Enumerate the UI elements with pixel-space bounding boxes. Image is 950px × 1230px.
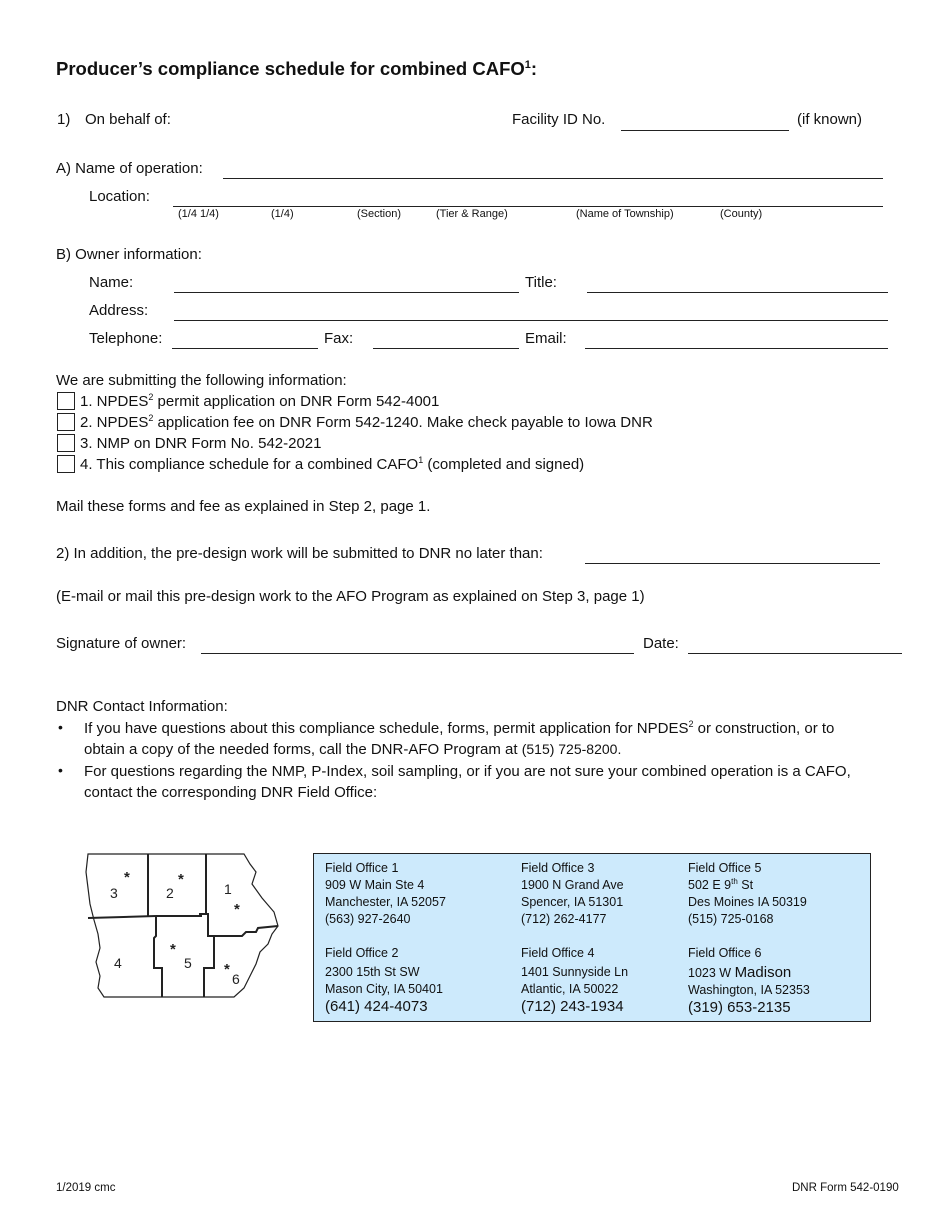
sublabel-tier-range: (Tier & Range)	[436, 208, 508, 220]
owner-email-label: Email:	[525, 330, 567, 347]
facility-id-label: Facility ID No.	[512, 111, 606, 128]
submit-item-2: 2. NPDES$^2$ application fee on DNR Form 542-1240. Make check payable to Iowa DNR	[80, 413, 653, 431]
field-office-name: Field Office 5	[688, 861, 762, 875]
region-label-6: 6	[232, 971, 240, 987]
field-office-city: Manchester, IA 52057	[325, 895, 446, 909]
checkbox-npdes-application[interactable]	[57, 392, 75, 410]
region-label-1: 1	[224, 881, 232, 897]
field-office-phone: (319) 653-2135	[688, 999, 791, 1016]
contact-bullet-2-line-1: For questions regarding the NMP, P-Index, soil sampling, or if you are not sure your combined operation is a CAFO,	[84, 763, 851, 780]
owner-address-label: Address:	[89, 302, 149, 319]
office-marker-icon: *	[124, 869, 130, 886]
owner-title-label: Title:	[525, 274, 557, 291]
region-border	[214, 926, 278, 936]
footer-form-number: DNR Form 542-0190	[792, 1182, 899, 1194]
field-office-name: Field Office 2	[325, 946, 399, 960]
field-office-name: Field Office 3	[521, 861, 595, 875]
if-known-label: (if known)	[797, 111, 863, 128]
checkbox-nmp[interactable]	[57, 434, 75, 452]
sublabel-section: (Section)	[357, 208, 402, 220]
mail-note: Mail these forms and fee as explained in Step 2, page 1.	[56, 498, 431, 515]
operation-name-label: A) Name of operation:	[56, 160, 203, 177]
owner-name-field[interactable]	[174, 292, 519, 293]
contact-bullet-2-line-2: contact the corresponding DNR Field Office:	[84, 784, 378, 801]
page-title: Producer’s compliance schedule for combined CAFO$^1$:	[56, 58, 538, 79]
office-marker-icon: *	[234, 901, 240, 918]
predesign-date-field[interactable]	[585, 563, 880, 564]
office-marker-icon: *	[170, 941, 176, 958]
sublabel-quarter-quarter: (1/4 1/4)	[178, 208, 219, 220]
owner-heading: B) Owner information:	[56, 246, 202, 263]
location-field[interactable]	[173, 206, 883, 207]
field-office-city: Spencer, IA 51301	[521, 895, 624, 909]
section2-text: 2) In addition, the pre-design work will be submitted to DNR no later than:	[56, 545, 543, 562]
field-office-6	[688, 945, 810, 1016]
section1-number: 1)	[57, 111, 71, 128]
field-office-3	[521, 860, 624, 928]
owner-name-label: Name:	[89, 274, 134, 291]
submitting-intro: We are submitting the following information:	[56, 372, 347, 389]
owner-address-field[interactable]	[174, 320, 888, 321]
checkbox-compliance-schedule[interactable]	[57, 455, 75, 473]
field-office-address: 1023 W Madison	[688, 964, 792, 981]
field-office-address: 502 E 9th St	[688, 876, 754, 892]
owner-email-field[interactable]	[585, 348, 888, 349]
field-office-address: 909 W Main Ste 4	[325, 878, 425, 892]
contact-bullet-1-line-1: If you have questions about this compliance schedule, forms, permit application for NPDES$^2$ or construction, or to	[84, 719, 835, 737]
field-office-phone: (712) 243-1934	[521, 998, 624, 1015]
field-office-phone: (563) 927-2640	[325, 912, 411, 926]
field-office-phone: (712) 262-4177	[521, 912, 607, 926]
date-label: Date:	[643, 635, 679, 652]
owner-telephone-label: Telephone:	[89, 330, 163, 347]
contact-heading: DNR Contact Information:	[56, 698, 228, 715]
office-marker-icon: *	[224, 961, 230, 978]
owner-fax-label: Fax:	[324, 330, 354, 347]
region-label-2: 2	[166, 885, 174, 901]
sublabel-county: (County)	[720, 208, 763, 220]
email-note: (E-mail or mail this pre-design work to the AFO Program as explained on Step 3, page 1)	[56, 588, 645, 605]
field-offices-box	[313, 853, 871, 1022]
field-office-city: Atlantic, IA 50022	[521, 982, 619, 996]
operation-name-field[interactable]	[223, 178, 883, 179]
bullet-icon: •	[58, 762, 63, 778]
checkbox-application-fee[interactable]	[57, 413, 75, 431]
submit-item-4: 4. This compliance schedule for a combined CAFO$^1$ (completed and signed)	[80, 455, 585, 473]
region-border	[88, 916, 156, 918]
field-office-phone: (515) 725-0168	[688, 912, 774, 926]
field-office-4	[521, 945, 628, 1015]
bullet-icon: •	[58, 719, 63, 735]
date-field[interactable]	[688, 653, 902, 654]
field-office-city: Mason City, IA 50401	[325, 982, 443, 996]
region-label-5: 5	[184, 955, 192, 971]
owner-telephone-field[interactable]	[172, 348, 318, 349]
region-label-4: 4	[114, 955, 122, 971]
footer-date-code: 1/2019 cmc	[56, 1182, 116, 1194]
signature-label: Signature of owner:	[56, 635, 187, 652]
on-behalf-label: On behalf of:	[85, 111, 171, 128]
sublabel-quarter: (1/4)	[271, 208, 294, 220]
field-office-name: Field Office 1	[325, 861, 399, 875]
iowa-field-office-map	[84, 852, 284, 1002]
field-office-city: Washington, IA 52353	[688, 983, 810, 997]
submit-item-3: 3. NMP on DNR Form No. 542-2021	[80, 435, 322, 452]
submit-item-1: 1. NPDES$^2$ permit application on DNR Form 542-4001	[80, 392, 440, 410]
field-office-1	[325, 860, 446, 928]
region-border	[154, 916, 162, 997]
field-office-name: Field Office 6	[688, 946, 762, 960]
field-office-phone: (641) 424-4073	[325, 998, 428, 1015]
owner-fax-field[interactable]	[373, 348, 519, 349]
field-office-address: 1900 N Grand Ave	[521, 878, 624, 892]
field-office-address: 1401 Sunnyside Ln	[521, 965, 629, 979]
office-marker-icon: *	[178, 871, 184, 888]
field-office-address: 2300 15th St SW	[325, 965, 420, 979]
contact-bullet-1-line-2: obtain a copy of the needed forms, call the DNR-AFO Program at (515) 725-8200.	[84, 741, 622, 758]
field-office-city: Des Moines IA 50319	[688, 895, 807, 909]
field-office-5	[688, 860, 807, 928]
sublabel-township: (Name of Township)	[576, 208, 674, 220]
field-office-2	[325, 945, 443, 1015]
facility-id-field[interactable]	[621, 130, 789, 131]
signature-field[interactable]	[201, 653, 634, 654]
location-label: Location:	[89, 188, 150, 205]
region-label-3: 3	[110, 885, 118, 901]
field-office-name: Field Office 4	[521, 946, 595, 960]
owner-title-field[interactable]	[587, 292, 888, 293]
